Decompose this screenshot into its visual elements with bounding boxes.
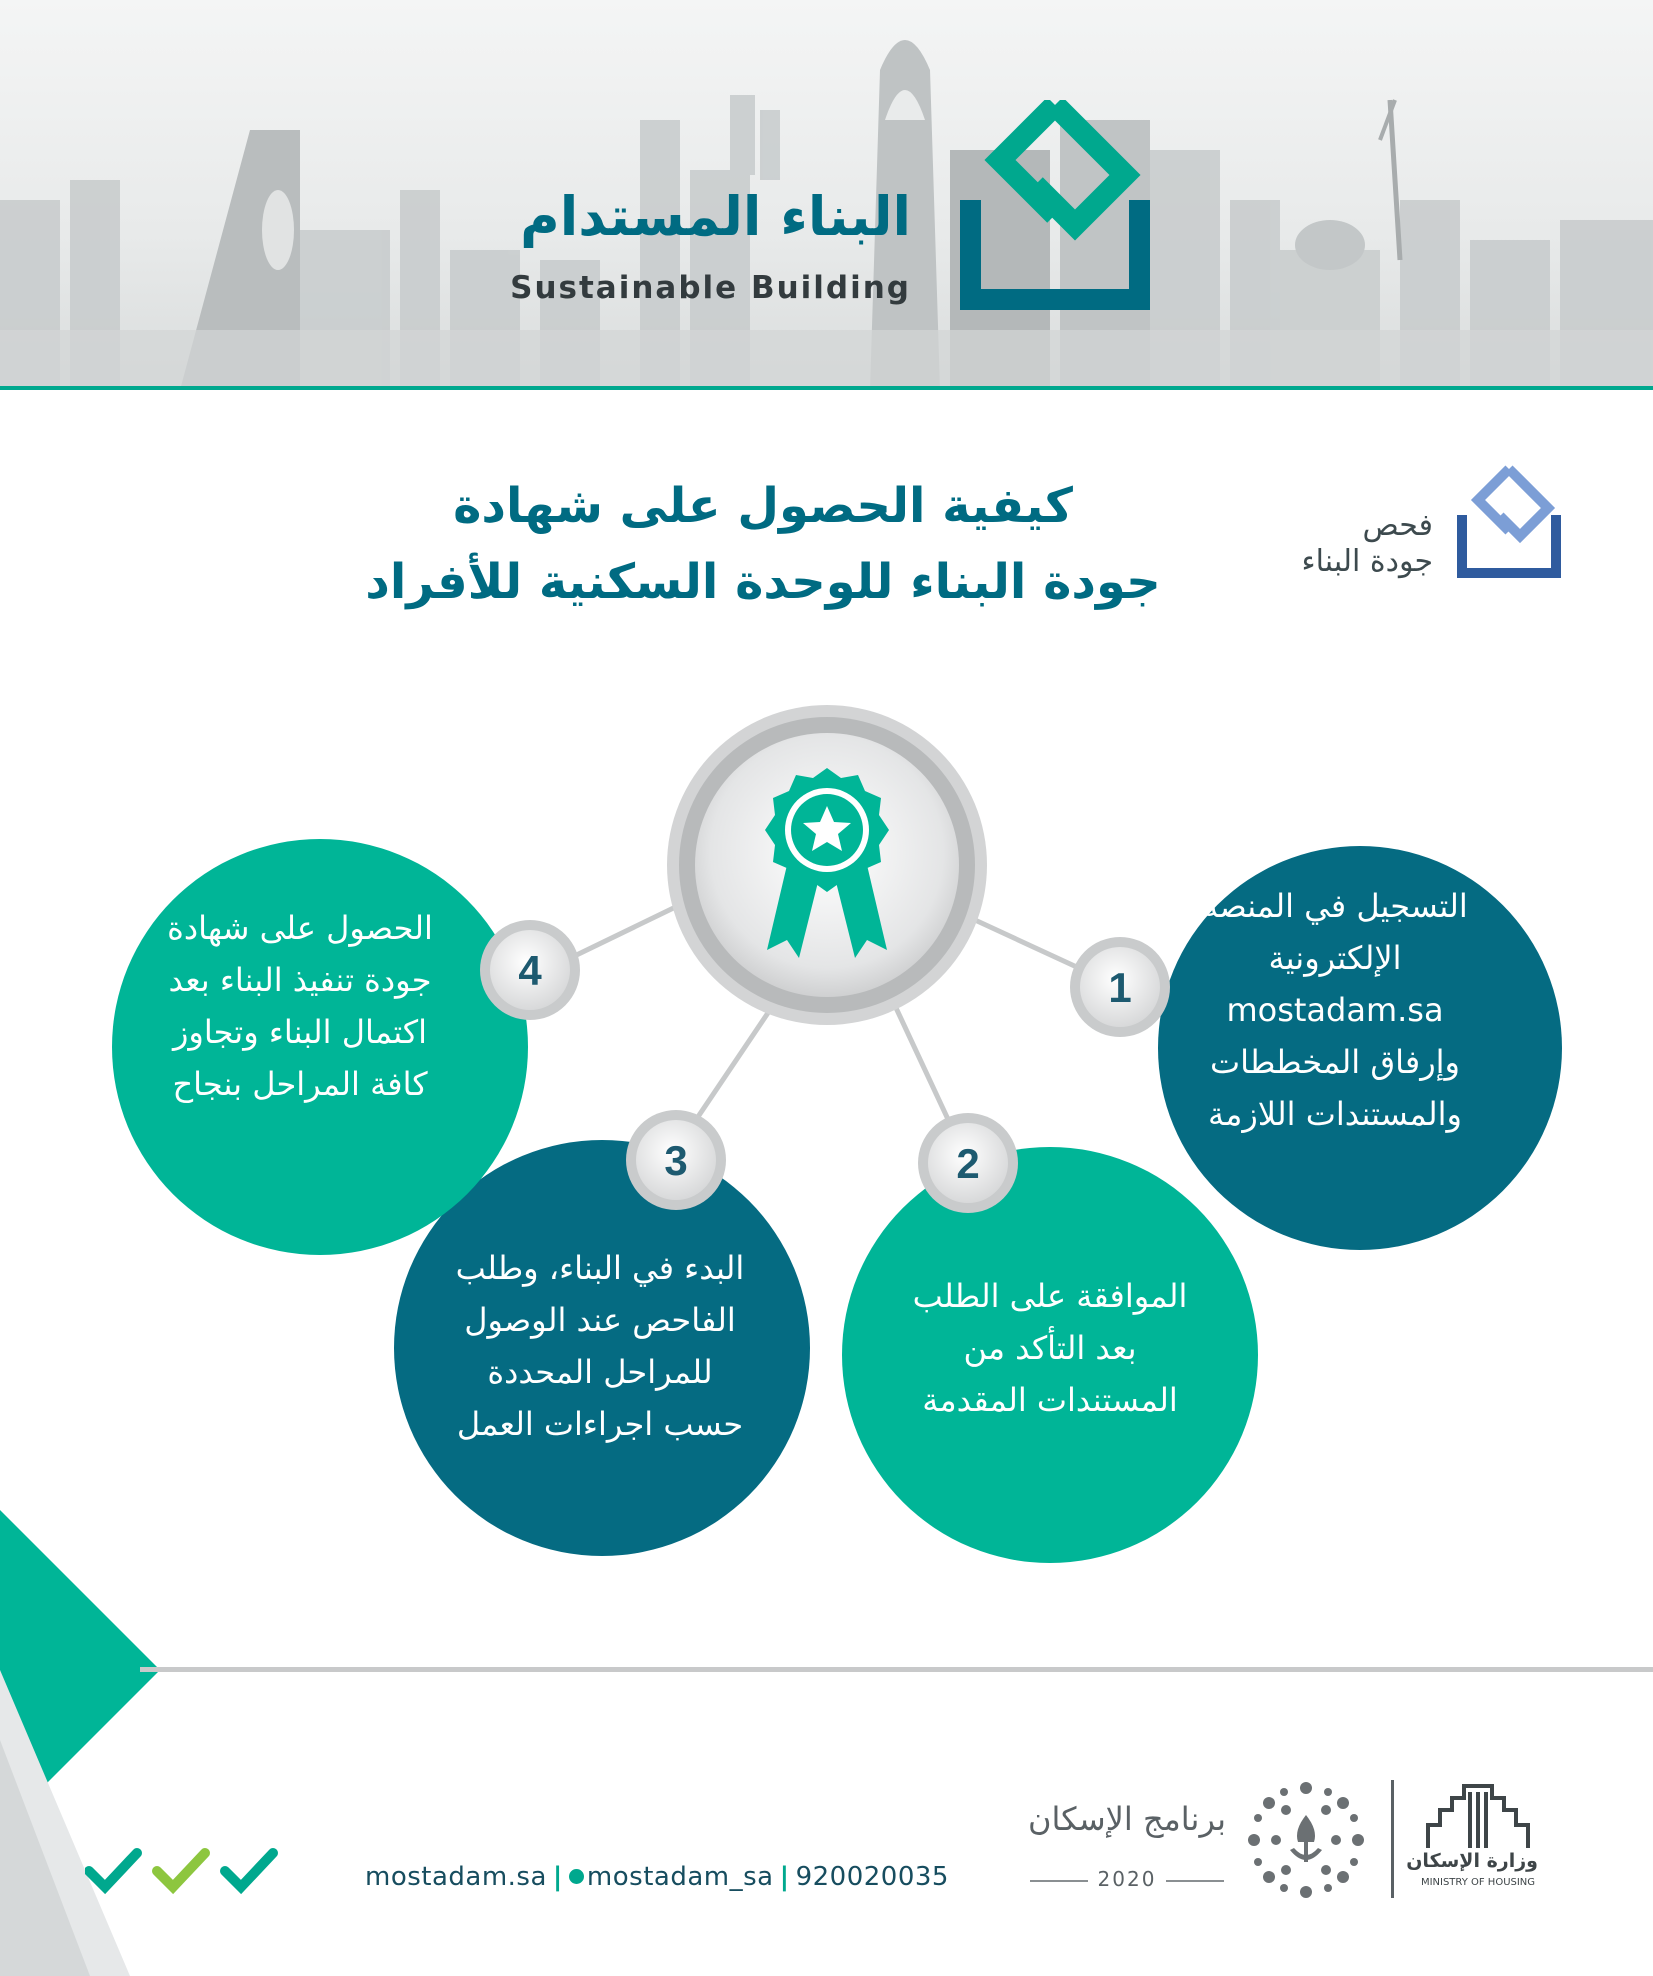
step-2-line-3: المستندات المقدمة bbox=[922, 1381, 1178, 1419]
step-3-line-2: الفاحص عند الوصول bbox=[464, 1301, 736, 1339]
step-3-line-3: للمراحل المحددة bbox=[487, 1353, 713, 1391]
inspection-logo-line-2: جودة البناء bbox=[1301, 544, 1433, 579]
separator: | bbox=[552, 1862, 563, 1892]
step-4-line-1: الحصول على شهادة bbox=[167, 909, 433, 947]
step-2-number: 2 bbox=[956, 1140, 980, 1187]
step-3-line-4: حسب اجراءات العمل bbox=[456, 1405, 744, 1443]
steps-diagram bbox=[0, 680, 1653, 1600]
social-icon bbox=[569, 1869, 584, 1884]
corner-decoration bbox=[0, 1510, 170, 1976]
footer-divider bbox=[140, 1667, 1653, 1672]
inspection-logo-line-1: فحص bbox=[1362, 508, 1433, 543]
step-1-line-5: والمستندات اللازمة bbox=[1208, 1095, 1462, 1133]
year-line-left bbox=[1030, 1880, 1088, 1882]
phone-number[interactable]: 920020035 bbox=[795, 1862, 949, 1892]
step-4-number: 4 bbox=[518, 947, 542, 994]
step-1-number: 1 bbox=[1108, 964, 1132, 1011]
header-banner bbox=[0, 0, 1653, 390]
housing-program-name: برنامج الإسكان bbox=[1027, 1800, 1226, 1838]
contact-info bbox=[365, 1862, 949, 1892]
page-title bbox=[313, 468, 1213, 620]
title-line-1: كيفية الحصول على شهادة bbox=[453, 478, 1073, 534]
brand-name-english: Sustainable Building bbox=[510, 270, 911, 306]
website-link[interactable]: mostadam.sa bbox=[365, 1862, 547, 1892]
title-line-2: جودة البناء للوحدة السكنية للأفراد bbox=[365, 554, 1161, 610]
step-4-line-4: كافة المراحل بنجاح bbox=[172, 1065, 428, 1103]
checkmarks-icon bbox=[85, 1845, 285, 1895]
step-3-line-1: البدء في البناء، وطلب bbox=[455, 1249, 745, 1287]
footer-vertical-divider bbox=[1391, 1780, 1394, 1898]
building-inspection-logo bbox=[1456, 465, 1562, 581]
step-3-number: 3 bbox=[664, 1137, 688, 1184]
step-2-text bbox=[860, 1270, 1240, 1426]
step-1-line-1: التسجيل في المنصة bbox=[1202, 887, 1468, 925]
housing-program-year-block bbox=[1030, 1867, 1224, 1891]
header-divider bbox=[0, 386, 1653, 390]
step-2-line-1: الموافقة على الطلب bbox=[912, 1277, 1188, 1315]
step-4-line-3: اكتمال البناء وتجاوز bbox=[172, 1013, 428, 1051]
step-3-text bbox=[400, 1242, 800, 1450]
sustainable-building-logo bbox=[960, 100, 1150, 310]
steps-diagram-graphics bbox=[0, 680, 1653, 1600]
ministry-of-housing-logo bbox=[1418, 1780, 1538, 1850]
vision-emblem-icon bbox=[1246, 1780, 1366, 1900]
step-1-line-4: وإرفاق المخططات bbox=[1209, 1043, 1460, 1081]
step-1-line-3: mostadam.sa bbox=[1226, 991, 1444, 1029]
step-4-line-2: جودة تنفيذ البناء بعد bbox=[168, 961, 432, 999]
ministry-name-arabic: وزارة الإسكان bbox=[1406, 1850, 1538, 1872]
year-line-right bbox=[1166, 1880, 1224, 1882]
step-2-line-2: بعد التأكد من bbox=[963, 1329, 1137, 1367]
step-1-text bbox=[1150, 880, 1520, 1140]
brand-name-arabic: البناء المستدام bbox=[520, 185, 911, 248]
housing-program-year: 2020 bbox=[1097, 1867, 1157, 1891]
step-1-line-2: الإلكترونية bbox=[1268, 939, 1402, 977]
social-handle[interactable]: mostadam_sa bbox=[586, 1862, 774, 1892]
separator: | bbox=[779, 1862, 790, 1892]
inspection-logo-text bbox=[1302, 508, 1433, 580]
step-4-text bbox=[110, 902, 490, 1110]
ministry-name-english: MINISTRY OF HOUSING bbox=[1420, 1877, 1536, 1888]
